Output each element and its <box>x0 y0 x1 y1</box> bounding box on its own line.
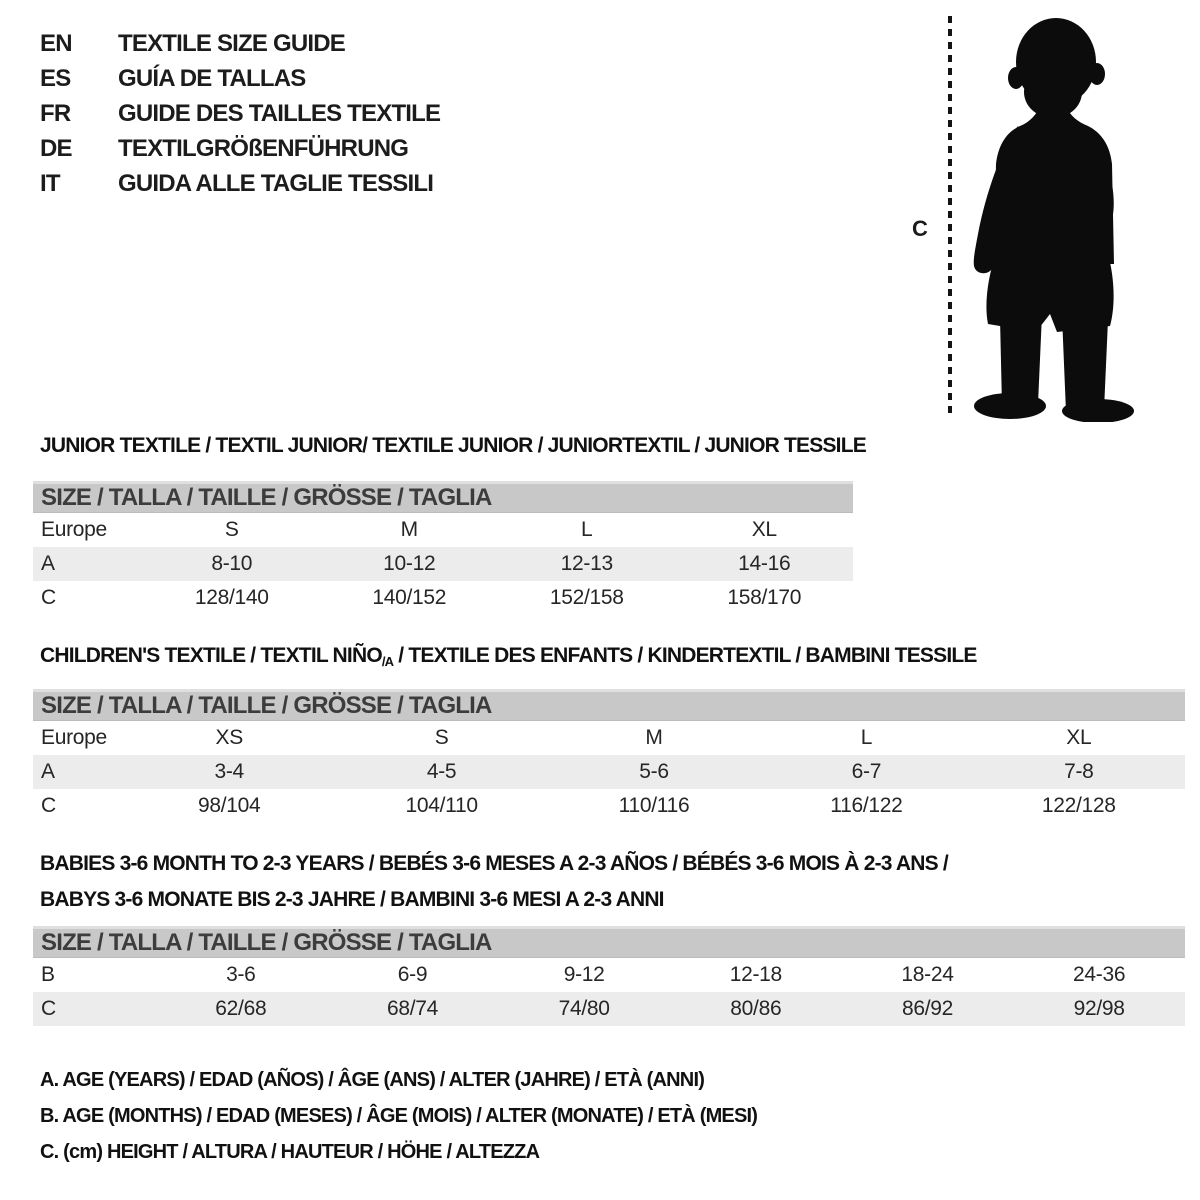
babies-size-table <box>33 926 1185 1026</box>
height-cell: 116/122 <box>830 794 903 817</box>
legend-line-c: C. (cm) HEIGHT / ALTURA / HAUTEUR / HÖHE / ALTEZZA <box>40 1141 540 1163</box>
size-cell: XS <box>215 726 243 749</box>
height-cell: 86/92 <box>901 997 954 1020</box>
legend-line-b: B. AGE (MONTHS) / EDAD (MESES) / ÂGE (MOIS) / ALTER (MONATE) / ETÀ (MESI) <box>40 1105 758 1127</box>
months-cell: 6-9 <box>397 963 428 986</box>
guide-title: GUÍA DE TALLAS <box>118 64 306 92</box>
months-cell: 24-36 <box>1073 963 1126 986</box>
table-row-age <box>33 755 1185 789</box>
months-cell: 3-6 <box>226 963 256 986</box>
size-cell: S <box>434 726 449 749</box>
lang-code: ES <box>40 64 71 92</box>
children-size-table <box>33 689 1185 823</box>
row-label: C <box>41 586 56 609</box>
row-label: A <box>41 760 55 783</box>
lang-row-es <box>40 61 440 96</box>
size-header-bar: SIZE / TALLA / TAILLE / GRÖSSE / TAGLIA <box>33 689 1185 721</box>
guide-title: TEXTILGRÖßENFÜHRUNG <box>118 134 409 162</box>
table-row-months <box>33 958 1185 992</box>
age-cell: 8-10 <box>211 552 253 575</box>
age-cell: 14-16 <box>738 552 791 575</box>
lang-code: EN <box>40 29 72 57</box>
table-row-europe <box>33 513 853 547</box>
size-cell: L <box>860 726 873 749</box>
legend <box>40 1062 757 1170</box>
size-header-bar: SIZE / TALLA / TAILLE / GRÖSSE / TAGLIA <box>33 481 853 513</box>
age-cell: 4-5 <box>426 760 457 783</box>
size-header-bar: SIZE / TALLA / TAILLE / GRÖSSE / TAGLIA <box>33 926 1185 958</box>
table-row-height <box>33 581 853 615</box>
height-cell: 122/128 <box>1041 794 1116 817</box>
height-cell: 110/116 <box>618 794 690 817</box>
months-cell: 9-12 <box>563 963 605 986</box>
lang-code: IT <box>40 169 60 197</box>
height-label: C <box>912 216 928 241</box>
height-measure-dashed-line <box>948 16 952 418</box>
children-section-heading <box>40 644 977 669</box>
size-cell: S <box>224 518 239 541</box>
lang-row-en <box>40 26 440 61</box>
lang-code: DE <box>40 134 72 162</box>
height-cell: 74/80 <box>558 997 610 1020</box>
height-cell: 140/152 <box>372 586 447 609</box>
language-header <box>40 26 440 201</box>
table-row-height <box>33 992 1185 1026</box>
legend-line-a: A. AGE (YEARS) / EDAD (AÑOS) / ÂGE (ANS) / ALTER (JAHRE) / ETÀ (ANNI) <box>40 1069 705 1091</box>
heading-text: CHILDREN'S TEXTILE / TEXTIL NIÑO <box>40 644 382 667</box>
age-cell: 5-6 <box>639 760 669 783</box>
row-label: Europe <box>41 726 107 749</box>
toddler-silhouette-icon <box>958 14 1144 422</box>
table-row-europe <box>33 721 1185 755</box>
months-cell: 12-18 <box>729 963 782 986</box>
size-cell: XL <box>751 518 777 541</box>
height-cell: 92/98 <box>1073 997 1125 1020</box>
row-label: A <box>41 552 55 575</box>
babies-section-heading <box>40 846 948 918</box>
row-label: Europe <box>41 518 107 541</box>
age-cell: 7-8 <box>1064 760 1094 783</box>
guide-title: TEXTILE SIZE GUIDE <box>118 29 345 57</box>
row-label: C <box>41 794 56 817</box>
age-cell: 12-13 <box>560 552 613 575</box>
height-cell: 158/170 <box>727 586 802 609</box>
age-cell: 3-4 <box>214 760 244 783</box>
junior-section-heading: JUNIOR TEXTILE / TEXTIL JUNIOR/ TEXTILE JUNIOR / JUNIORTEXTIL / JUNIOR TESSILE <box>40 434 866 457</box>
lang-row-it <box>40 166 440 201</box>
height-cell: 80/86 <box>730 997 782 1020</box>
row-label: C <box>41 997 56 1020</box>
babies-heading-line2: BABYS 3-6 MONATE BIS 2-3 JAHRE / BAMBINI 3-6 MESI A 2-3 ANNI <box>40 888 664 911</box>
lang-row-de <box>40 131 440 166</box>
height-cell: 68/74 <box>386 997 439 1020</box>
lang-row-fr <box>40 96 440 131</box>
junior-size-table <box>33 481 853 615</box>
age-cell: 6-7 <box>851 760 882 783</box>
babies-heading-line1: BABIES 3-6 MONTH TO 2-3 YEARS / BEBÉS 3-6 MESES A 2-3 AÑOS / BÉBÉS 3-6 MOIS À 2-3 ANS / <box>40 852 948 875</box>
height-cell: 128/140 <box>194 586 269 609</box>
age-cell: 10-12 <box>383 552 436 575</box>
height-cell: 104/110 <box>405 794 478 817</box>
height-cell: 152/158 <box>549 586 624 609</box>
row-label: B <box>41 963 55 986</box>
table-row-height <box>33 789 1185 823</box>
size-cell: L <box>581 518 593 541</box>
height-cell: 98/104 <box>197 794 261 817</box>
lang-code: FR <box>40 99 71 127</box>
height-cell: 62/68 <box>215 997 267 1020</box>
size-cell: XL <box>1066 726 1092 749</box>
heading-text: / TEXTILE DES ENFANTS / KINDERTEXTIL / BAMBINI TESSILE <box>393 644 977 667</box>
size-cell: M <box>645 726 663 749</box>
table-row-age <box>33 547 853 581</box>
months-cell: 18-24 <box>901 963 954 986</box>
size-cell: M <box>400 518 418 541</box>
guide-title: GUIDA ALLE TAGLIE TESSILI <box>118 169 434 197</box>
guide-title: GUIDE DES TAILLES TEXTILE <box>118 99 441 127</box>
heading-subscript: /A <box>381 654 394 669</box>
